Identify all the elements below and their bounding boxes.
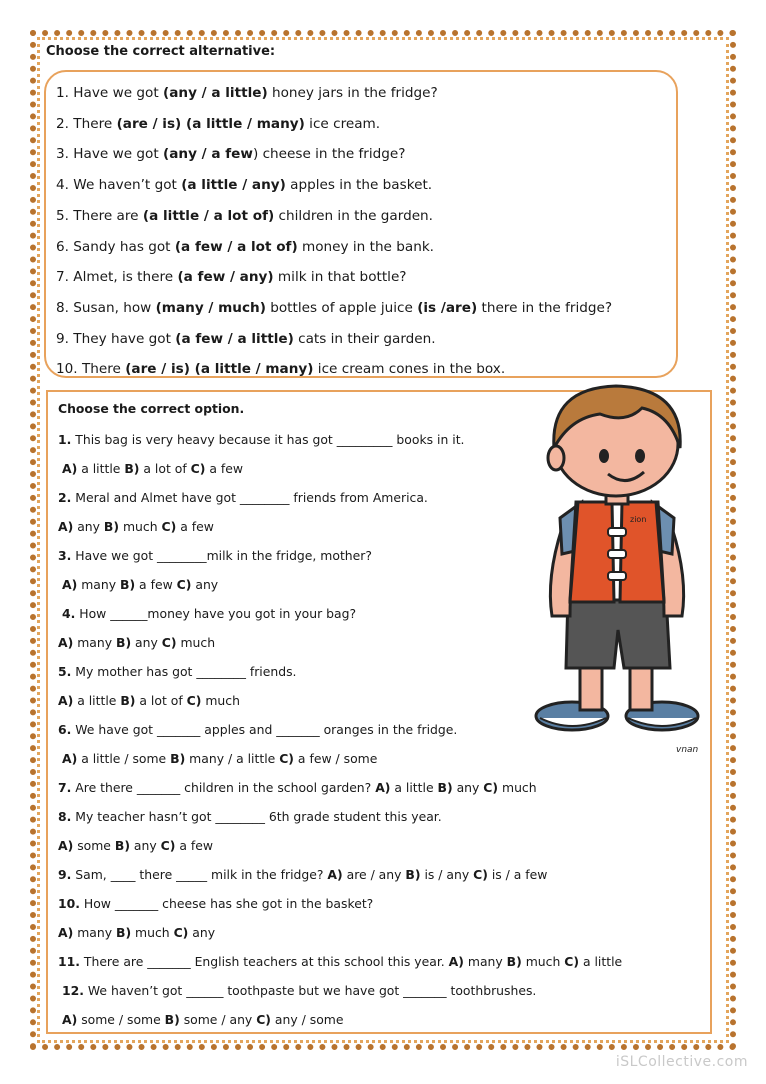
text-segment: a little: [579, 954, 623, 969]
text-segment: There are _______ English teachers at this school this year.: [79, 954, 449, 969]
text-segment: many: [73, 635, 116, 650]
text-segment: Meral and Almet have got ________ friends from America.: [71, 490, 428, 505]
text-segment: a little: [390, 780, 438, 795]
text-segment: We have got _______ apples and _______ oranges in the fridge.: [71, 722, 458, 737]
bold-text: 6.: [58, 722, 72, 737]
exercise-line: [58, 918, 710, 947]
question-text: ) cheese in the fridge?: [252, 146, 406, 163]
text-segment: some / some: [77, 1012, 165, 1027]
question-number: 10.: [56, 361, 78, 378]
text-segment: How ______money have you got in your bag?: [75, 606, 357, 621]
question-text: Sandy has got: [68, 238, 175, 255]
answer-options: (a few / any): [177, 269, 274, 286]
bold-text: C): [161, 635, 177, 650]
question-item: [56, 232, 676, 263]
bold-text: A): [62, 751, 78, 766]
boy-illustration: [530, 378, 710, 758]
text-segment: much: [521, 954, 565, 969]
text-segment: any: [191, 577, 219, 592]
question-number: 9.: [56, 330, 69, 347]
text-segment: some: [73, 838, 115, 853]
answer-options: (are / is) (a little / many): [125, 361, 314, 378]
bold-text: A): [62, 461, 78, 476]
bold-text: C): [186, 693, 202, 708]
bold-text: A): [448, 954, 464, 969]
bold-text: A): [58, 519, 74, 534]
question-text: apples in the basket.: [285, 177, 433, 194]
bold-text: C): [564, 954, 580, 969]
question-text: milk in that bottle?: [273, 269, 407, 286]
text-segment: How _______ cheese has she got in the basket?: [79, 896, 374, 911]
bold-text: C): [173, 925, 189, 940]
section2-title: Choose the correct option.: [58, 401, 245, 416]
bold-text: A): [58, 693, 74, 708]
shirt-label: zion: [630, 515, 647, 524]
text-segment: a lot of: [139, 461, 191, 476]
bold-text: C): [473, 867, 488, 882]
answer-options: (is /are): [417, 299, 478, 316]
bold-text: A): [375, 780, 391, 795]
bold-text: B): [405, 867, 421, 882]
bold-text: 10.: [58, 896, 80, 911]
bold-text: A): [58, 925, 74, 940]
bold-text: B): [506, 954, 522, 969]
answer-options: (many / much): [155, 299, 266, 316]
bold-text: 12.: [62, 983, 84, 998]
question-item: [56, 324, 676, 355]
bold-text: B): [120, 577, 136, 592]
bold-text: 9.: [58, 867, 72, 882]
question-number: 5.: [56, 207, 69, 224]
bold-text: C): [279, 751, 294, 766]
question-text: there in the fridge?: [477, 299, 613, 316]
question-item: [56, 109, 676, 140]
question-text: ice cream cones in the box.: [313, 361, 506, 378]
question-text: There are: [68, 207, 143, 224]
text-segment: any / some: [270, 1012, 344, 1027]
bold-text: A): [327, 867, 343, 882]
section1-title: Choose the correct alternative:: [46, 44, 276, 59]
question-number: 4.: [56, 177, 69, 194]
bold-text: B): [103, 519, 120, 534]
text-segment: any: [131, 635, 162, 650]
question-item: [56, 201, 676, 232]
text-segment: Sam, ____ there _____ milk in the fridge?: [71, 867, 328, 882]
bold-text: A): [62, 1012, 78, 1027]
bold-text: 4.: [62, 606, 76, 621]
exercise-line: [58, 947, 710, 976]
bold-text: 7.: [58, 780, 72, 795]
bold-text: B): [170, 751, 186, 766]
answer-options: (any / a little): [163, 85, 268, 101]
bold-text: C): [190, 461, 206, 476]
bold-text: 8.: [58, 809, 72, 824]
answer-options: (a little / any): [181, 177, 286, 194]
answer-options: (a few / a lot of): [174, 238, 298, 255]
bold-text: 2.: [58, 490, 72, 505]
bold-text: C): [483, 780, 499, 795]
answer-options: (are / is) (a little / many): [116, 115, 305, 132]
text-segment: a lot of: [135, 693, 187, 708]
text-segment: some / any: [179, 1012, 257, 1027]
bold-text: 3.: [58, 548, 72, 563]
text-segment: a little / some: [77, 751, 171, 766]
bold-text: B): [120, 693, 136, 708]
text-segment: a few: [135, 577, 177, 592]
question-text: ice cream.: [304, 115, 381, 132]
bold-text: A): [62, 577, 78, 592]
question-number: 3.: [56, 146, 69, 163]
question-number: 7.: [56, 269, 69, 286]
question-text: Have we got: [68, 146, 163, 163]
question-text: We haven’t got: [68, 177, 182, 194]
text-segment: are / any: [342, 867, 406, 882]
question-item: [56, 293, 676, 324]
text-segment: is / any: [420, 867, 474, 882]
text-segment: My mother has got ________ friends.: [71, 664, 297, 679]
text-segment: Are there _______ children in the school garden?: [71, 780, 376, 795]
bold-text: A): [58, 838, 74, 853]
question-text: Have we got: [68, 85, 163, 101]
text-segment: many: [77, 577, 120, 592]
bold-text: A): [58, 635, 74, 650]
artist-signature: vnan: [676, 745, 699, 755]
text-segment: much: [119, 519, 162, 534]
question-item: [56, 262, 676, 293]
text-segment: much: [201, 693, 240, 708]
text-segment: a few: [176, 519, 214, 534]
exercise-line: [58, 889, 710, 918]
exercise-line: [58, 831, 710, 860]
answer-options: (any / a few: [163, 146, 253, 163]
question-item: [56, 139, 676, 170]
question-number: 6.: [56, 238, 69, 255]
question-text: There: [68, 115, 117, 132]
text-segment: much: [176, 635, 216, 650]
exercise-line: [58, 1005, 710, 1034]
bold-text: C): [161, 519, 177, 534]
text-segment: any: [73, 519, 104, 534]
question-text: bottles of apple juice: [265, 299, 418, 316]
bold-text: B): [164, 1012, 180, 1027]
bold-text: C): [256, 1012, 271, 1027]
question-text: Almet, is there: [68, 269, 178, 286]
bold-text: B): [437, 780, 453, 795]
text-segment: a little: [73, 693, 121, 708]
text-segment: a little: [77, 461, 125, 476]
text-segment: This bag is very heavy because it has got _________ books in it.: [71, 432, 465, 447]
question-number: 1.: [56, 85, 69, 101]
bold-text: B): [116, 925, 132, 940]
question-text: money in the bank.: [297, 238, 435, 255]
bold-text: B): [116, 635, 132, 650]
question-text: honey jars in the fridge?: [267, 85, 438, 101]
question-item: [56, 78, 676, 109]
bold-text: 5.: [58, 664, 72, 679]
bold-text: 11.: [58, 954, 80, 969]
exercise-line: [58, 802, 710, 831]
text-segment: much: [131, 925, 174, 940]
question-text: cats in their garden.: [293, 330, 436, 347]
section1-question-box: [44, 70, 678, 378]
bold-text: B): [114, 838, 130, 853]
bold-text: C): [176, 577, 192, 592]
text-segment: many / a little: [185, 751, 280, 766]
text-segment: a few: [175, 838, 213, 853]
text-segment: many: [463, 954, 507, 969]
text-segment: much: [498, 780, 537, 795]
exercise-line: [58, 860, 710, 889]
text-segment: My teacher hasn’t got ________ 6th grade student this year.: [71, 809, 442, 824]
text-segment: is / a few: [487, 867, 548, 882]
answer-options: (a little / a lot of): [142, 207, 275, 224]
question-number: 2.: [56, 115, 69, 132]
text-segment: a few: [205, 461, 243, 476]
bold-text: C): [160, 838, 176, 853]
question-number: 8.: [56, 299, 69, 316]
text-segment: any: [452, 780, 484, 795]
answer-options: (a few / a little): [175, 330, 294, 347]
bold-text: 1.: [58, 432, 72, 447]
exercise-line: [58, 773, 710, 802]
question-text: Susan, how: [68, 299, 156, 316]
text-segment: any: [188, 925, 216, 940]
question-item: [56, 170, 676, 201]
text-segment: a few / some: [293, 751, 378, 766]
question-text: They have got: [68, 330, 176, 347]
site-watermark: iSLCollective.com: [615, 1054, 748, 1070]
question-text: children in the garden.: [274, 207, 433, 224]
text-segment: many: [73, 925, 116, 940]
text-segment: We haven’t got ______ toothpaste but we have got _______ toothbrushes.: [83, 983, 537, 998]
text-segment: Have we got ________milk in the fridge, mother?: [71, 548, 372, 563]
question-text: There: [77, 361, 126, 378]
text-segment: any: [129, 838, 161, 853]
exercise-line: [58, 976, 710, 1005]
bold-text: B): [124, 461, 140, 476]
